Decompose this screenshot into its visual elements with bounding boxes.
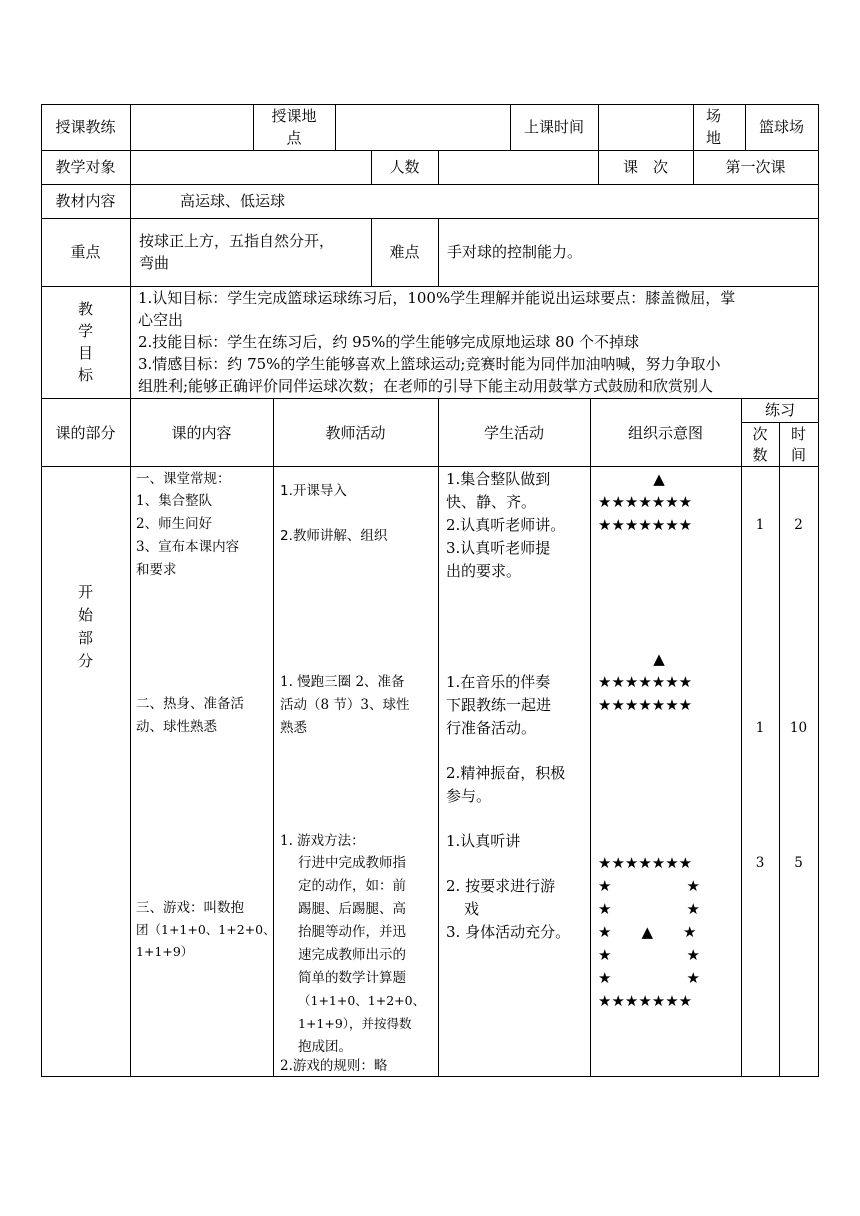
place-field[interactable] <box>340 110 505 144</box>
triangle-icon: ▲ <box>653 470 665 488</box>
start-part-char: 部 <box>77 629 93 647</box>
star-row: ★ ★ <box>598 877 700 895</box>
col-line <box>130 286 131 399</box>
star-row: ★ ▲ ★ <box>598 923 697 941</box>
section3-teacher: （1+1+0、1+2+0、 <box>298 993 426 1008</box>
time-field[interactable] <box>603 110 688 144</box>
key-label: 重点 <box>70 243 101 261</box>
section1-student: 1.集合整队做到 <box>446 470 551 488</box>
section3-student: 3. 身体活动充分。 <box>446 923 571 941</box>
col-line <box>130 150 131 185</box>
section2-student: 参与。 <box>446 787 492 805</box>
triangle-icon: ▲ <box>653 650 665 668</box>
section3-content: 三、游戏：叫数抱 <box>136 900 244 916</box>
section1-student: 快、静、齐。 <box>446 493 537 511</box>
section3-duration: 5 <box>794 855 803 871</box>
section3-teacher: 抱成团。 <box>298 1039 352 1055</box>
section3-teacher: 定的动作，如：前 <box>298 878 406 894</box>
goals-label-2: 学 <box>77 322 93 340</box>
col-header-teacher: 教师活动 <box>325 424 386 442</box>
teacher-field[interactable] <box>135 110 247 144</box>
section2-duration: 10 <box>789 720 808 736</box>
section3-teacher: 踢腿、后踢腿、高 <box>298 901 406 917</box>
star-row: ★★★★★★★ <box>598 493 693 511</box>
section3-teacher: 1. 游戏方法： <box>280 833 365 849</box>
difficulty-label: 难点 <box>389 243 420 261</box>
col-line <box>590 398 591 1077</box>
row-line <box>41 150 819 151</box>
section3-teacher: 行进中完成教师指 <box>298 855 406 871</box>
col-line <box>598 104 599 151</box>
section1-teacher: 2.教师讲解、组织 <box>280 528 388 544</box>
section3-content: 1+1+9） <box>136 944 194 959</box>
col-line <box>693 104 694 151</box>
star-row: ★★★★★★★ <box>598 673 693 691</box>
section1-teacher: 1.开课导入 <box>280 483 347 499</box>
goal-line: 组胜利;能够正确评价同伴运球次数；在老师的引导下能主动用鼓掌方式鼓励和欣赏别人 <box>138 377 714 395</box>
goals-label-1: 教 <box>77 300 93 318</box>
section2-content: 二、热身、准备活 <box>136 696 244 712</box>
star-row: ★ ★ <box>598 900 700 918</box>
section1-student: 3.认真听老师提 <box>446 539 551 557</box>
target-label: 教学对象 <box>55 158 116 176</box>
section1-content: 1、集合整队 <box>136 493 213 509</box>
place-label-line1: 授课地 <box>271 107 317 125</box>
col-header-times-1: 次 <box>752 425 768 443</box>
col-line <box>335 104 336 151</box>
section2-student: 行准备活动。 <box>446 719 537 737</box>
section1-duration: 2 <box>794 517 803 533</box>
count-field[interactable] <box>443 154 593 180</box>
col-line <box>130 184 131 219</box>
lesson-value: 第一次课 <box>725 158 786 176</box>
section1-student: 2.认真听老师讲。 <box>446 516 566 534</box>
col-line <box>130 398 131 1077</box>
col-header-times-2: 数 <box>752 446 768 464</box>
table-border-right <box>818 104 819 1077</box>
section1-content: 2、师生问好 <box>136 516 213 532</box>
section3-teacher: 1+1+9），并按得数 <box>298 1016 412 1031</box>
section2-teacher: 熟悉 <box>280 720 307 736</box>
teacher-label: 授课教练 <box>55 118 116 136</box>
star-row: ★★★★★★★ <box>598 516 693 534</box>
section2-student: 下跟教练一起进 <box>446 696 552 714</box>
section2-content: 动、球性熟悉 <box>136 719 217 735</box>
section3-content: 团（1+1+0、1+2+0、 <box>136 922 276 937</box>
section2-student: 2.精神振奋，积极 <box>446 764 566 782</box>
star-row: ★★★★★★★ <box>598 854 693 872</box>
row-line <box>41 466 819 467</box>
section3-teacher: 抬腿等动作，并迅 <box>298 924 406 940</box>
time-label: 上课时间 <box>523 118 584 136</box>
key-value-line2: 弯曲 <box>139 254 170 272</box>
venue-value: 篮球场 <box>758 118 804 136</box>
section1-times: 1 <box>755 517 765 533</box>
goal-line: 3.情感目标：约 75%的学生能够喜欢上篮球运动;竞赛时能为同伴加油呐喊，努力争取小 <box>138 355 721 373</box>
goals-label-3: 目 <box>77 344 93 362</box>
section1-content: 一、课堂常规： <box>136 471 231 487</box>
goal-line: 2.技能目标：学生在练习后，约 95%的学生能够完成原地运球 80 个不掉球 <box>138 333 640 351</box>
star-row: ★★★★★★★ <box>598 696 693 714</box>
section2-teacher: 1. 慢跑三圈 2、准备 <box>280 674 405 690</box>
count-label: 人数 <box>389 158 420 176</box>
section3-student: 2. 按要求进行游 <box>446 877 556 895</box>
difficulty-value: 手对球的控制能力。 <box>447 243 583 261</box>
section3-teacher: 2.游戏的规则：略 <box>280 1058 388 1074</box>
col-line <box>130 218 131 287</box>
star-row: ★ ★ <box>598 946 700 964</box>
section3-student: 戏 <box>464 900 480 918</box>
section1-content: 和要求 <box>136 562 177 578</box>
venue-label-line2: 地 <box>706 129 722 147</box>
col-header-content: 课的内容 <box>171 424 232 442</box>
star-row: ★★★★★★★ <box>598 992 693 1010</box>
section3-teacher: 简单的数学计算题 <box>298 970 406 986</box>
star-row: ★ ★ <box>598 969 700 987</box>
start-part-char: 始 <box>77 606 93 624</box>
section1-content: 3、宣布本课内容 <box>136 539 240 555</box>
row-line <box>41 184 819 185</box>
col-line <box>438 398 439 1077</box>
section3-times: 3 <box>755 855 765 871</box>
start-part-char: 分 <box>77 652 93 670</box>
content-value: 高运球、低运球 <box>180 192 286 210</box>
col-header-part: 课的部分 <box>55 424 116 442</box>
col-header-practice: 练习 <box>764 401 795 419</box>
goals-label-4: 标 <box>77 366 93 384</box>
content-label: 教材内容 <box>55 192 116 210</box>
col-header-duration-2: 间 <box>790 446 806 464</box>
venue-label-line1: 场 <box>706 107 722 125</box>
section2-times: 1 <box>755 720 765 736</box>
col-line <box>438 218 439 287</box>
goal-line: 1.认知目标：学生完成篮球运球练习后，100%学生理解并能说出运球要点：膝盖微屈，掌 <box>138 289 736 307</box>
row-line <box>41 218 819 219</box>
start-part-char: 开 <box>77 583 93 601</box>
table-border-bottom <box>41 1076 819 1077</box>
col-line <box>273 398 274 1077</box>
section3-teacher: 速完成教师出示的 <box>298 947 406 963</box>
lesson-label: 课 次 <box>622 158 668 176</box>
col-line <box>438 150 439 185</box>
section2-teacher: 活动（8 节）3、球性 <box>280 697 410 713</box>
col-header-diagram: 组织示意图 <box>627 424 703 442</box>
key-value-line1: 按球正上方，五指自然分开， <box>139 232 335 250</box>
goal-line: 心空出 <box>138 311 184 329</box>
table-border-top <box>41 104 819 105</box>
col-header-student: 学生活动 <box>483 424 544 442</box>
col-line <box>130 104 131 151</box>
section1-student: 出的要求。 <box>446 562 522 580</box>
section3-student: 1.认真听讲 <box>446 832 521 850</box>
section2-student: 1.在音乐的伴奏 <box>446 673 551 691</box>
target-field[interactable] <box>135 154 365 180</box>
row-line <box>41 398 819 399</box>
place-label-line2: 点 <box>286 129 302 147</box>
col-header-duration-1: 时 <box>790 425 806 443</box>
